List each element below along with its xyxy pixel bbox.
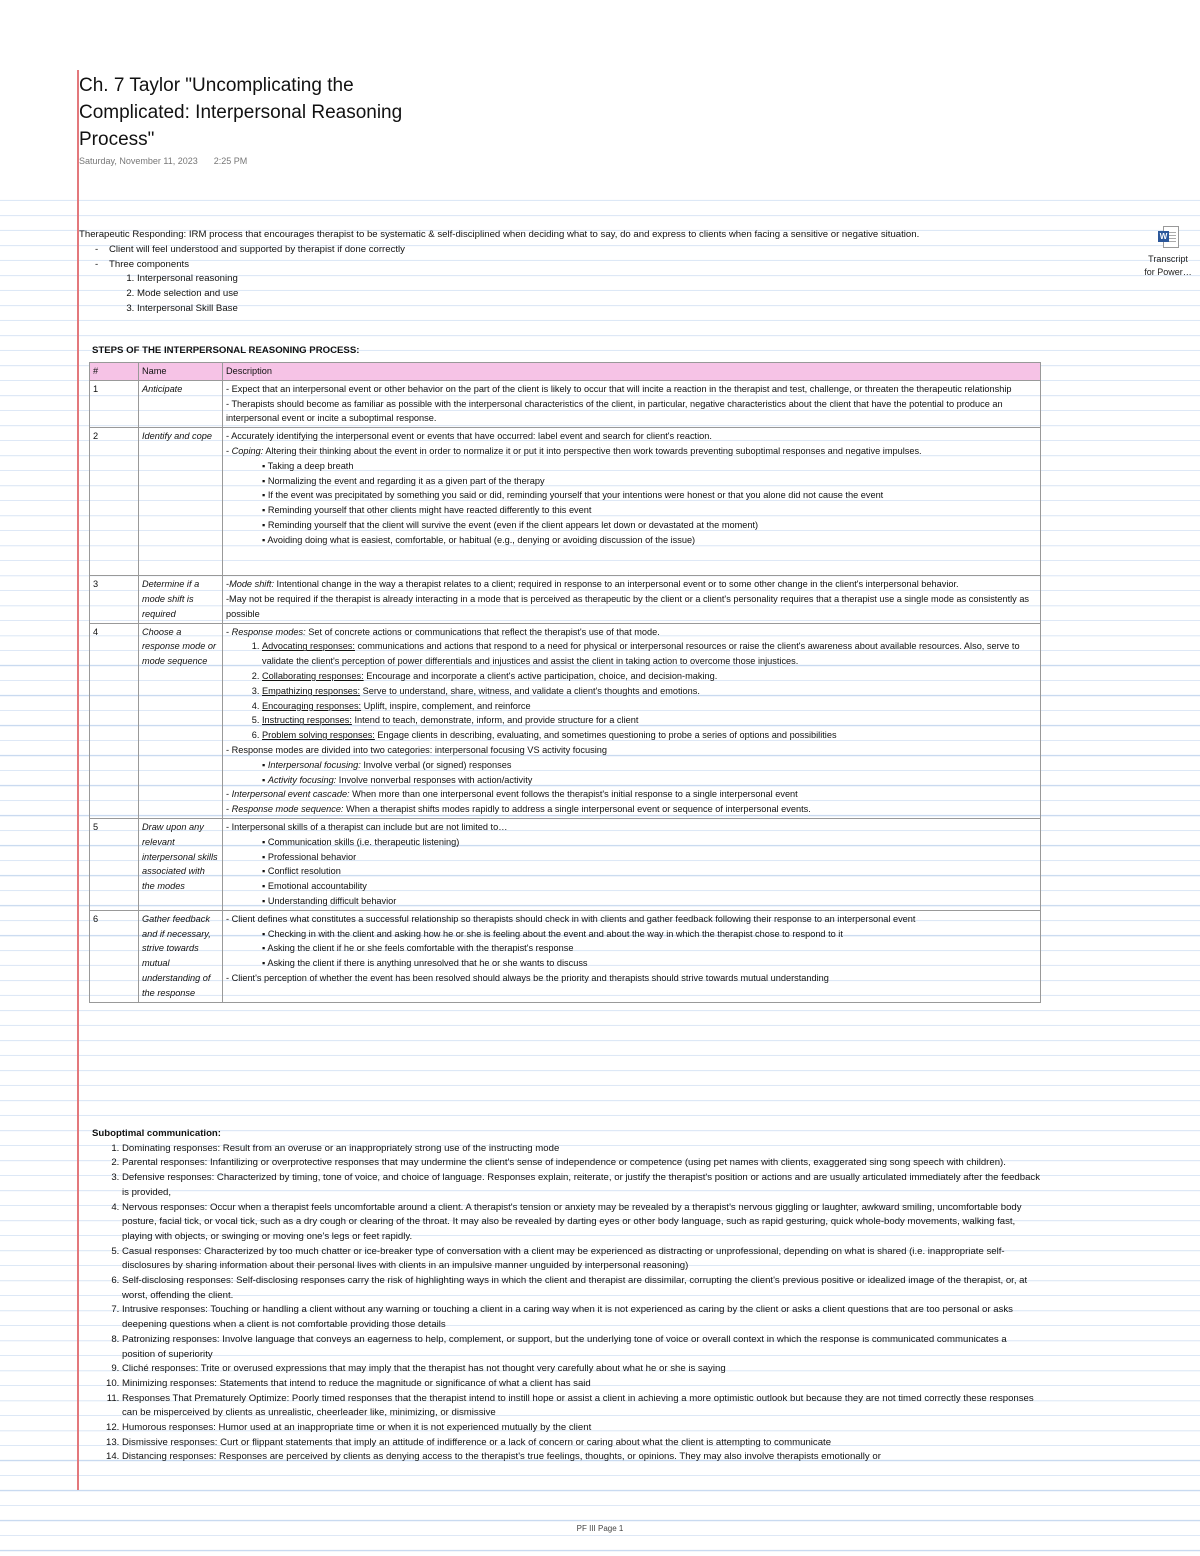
- list-item: 13. Dismissive responses: Curt or flippant statements that imply an attitude of indifference or a lack of concern or caring about what the client is attempting to communicate: [122, 1436, 1042, 1451]
- note-body[interactable]: [79, 228, 1119, 317]
- suboptimal-section[interactable]: [92, 1127, 1042, 1465]
- step-name: Draw upon any relevant interpersonal skills associated with the modes: [139, 818, 223, 910]
- list-item: 3. Interpersonal Skill Base: [137, 302, 1119, 317]
- paragraph: - Therapists should become as familiar as possible with the interpersonal characteristics of the client, in particular, negative characteristics about the client that have the potential to produce an interpersonal event or incite a suboptimal response.: [226, 398, 1003, 424]
- list-item: 8. Patronizing responses: Involve language that conveys an eagerness to help, complement, or support, but the underlying tone of voice or overall context in which the response is communicated communicates a position of superiority: [122, 1333, 1042, 1362]
- list-item: 5. Casual responses: Characterized by too much chatter or ice-breaker type of conversation with a client may be experienced as distracting or unprofessional, depending on what is shared (i.e. inappropriate self-disclosures by sharing information about their personal lives with clients in an impulsive manner unguided by interpersonal reasoning): [122, 1245, 1042, 1274]
- page-title-line: Complicated: Interpersonal Reasoning: [79, 102, 403, 123]
- step-description: [223, 910, 1041, 1002]
- step-name: Choose a response mode or mode sequence: [139, 623, 223, 818]
- step-description: [223, 380, 1041, 427]
- step-name: Determine if a mode shift is required: [139, 576, 223, 623]
- list-item: 14. Distancing responses: Responses are perceived by clients as denying access to the therapist's true feelings, thoughts, or opinions. They may also involve therapists emotionally or: [122, 1450, 1042, 1465]
- intro-bullets: [79, 243, 1119, 273]
- table-row[interactable]: [90, 380, 1041, 427]
- column-header-num: #: [90, 363, 139, 381]
- list-item: 2. Parental responses: Infantilizing or overprotective responses that may undermine the client's sense of independence or competence (using pet names with clients, exaggerated sing song speech with children).: [122, 1156, 1042, 1171]
- skills-list: [226, 835, 1037, 909]
- list-item: ▪ Reminding yourself that other clients might have reacted differently to this event: [262, 503, 1037, 518]
- page-time: 2:25 PM: [213, 156, 248, 166]
- list-item: ▪ If the event was precipitated by something you said or did, reminding yourself that your intentions were honest or that you alone did not cause the event: [262, 488, 1037, 503]
- suboptimal-heading: Suboptimal communication:: [92, 1128, 221, 1139]
- list-item: ▪ Taking a deep breath: [262, 459, 1037, 474]
- paragraph: -Mode shift: Intentional change in the way a therapist relates to a client; required in response to an interpersonal event or to some other change in the client's interpersonal behavior.: [226, 579, 959, 590]
- paragraph: - Response modes: Set of concrete actions or communications that reflect the therapist's use of that mode.: [226, 626, 660, 637]
- step-number: 3: [90, 576, 139, 623]
- page-title-line: Ch. 7 Taylor "Uncomplicating the: [79, 75, 354, 96]
- list-item: 11. Responses That Prematurely Optimize: Poorly timed responses that the therapist intend to instill hope or assist a client in achieving a more optimistic outlook but because they are not timed correctly these responses can be misperceived by clients as unrealistic, cheerleader like, minimizing, or dismissive: [122, 1392, 1042, 1421]
- list-item: 6. Problem solving responses: Engage clients in describing, evaluating, and sometimes questioning to probe a series of options and possibilities: [262, 728, 1037, 743]
- list-item: ▪ Professional behavior: [262, 850, 1037, 865]
- list-item: ▪ Conflict resolution: [262, 864, 1037, 879]
- paragraph: - Accurately identifying the interpersonal event or events that have occurred: label event and search for client's reaction.: [226, 431, 712, 442]
- table-row[interactable]: [90, 576, 1041, 623]
- list-item: ▪ Communication skills (i.e. therapeutic listening): [262, 835, 1037, 850]
- table-row[interactable]: [90, 428, 1041, 576]
- step-description: [223, 428, 1041, 576]
- word-document-icon[interactable]: W: [1158, 226, 1178, 248]
- paragraph: - Response modes are divided into two categories: interpersonal focusing VS activity focusing: [226, 744, 607, 755]
- list-item: 7. Intrusive responses: Touching or handling a client without any warning or touching a client in a caring way when it is not experienced as caring by the client or asks a client questions that are too personal or asks deepening questions when a client is not comfortable providing those details: [122, 1303, 1042, 1332]
- column-header-name: Name: [139, 363, 223, 381]
- list-item: 4. Encouraging responses: Uplift, inspire, complement, and reinforce: [262, 699, 1037, 714]
- components-list: [79, 272, 1119, 316]
- list-item: ▪ Asking the client if he or she feels comfortable with the therapist's response: [262, 941, 1037, 956]
- step-name: Identify and cope: [139, 428, 223, 576]
- step-number: 1: [90, 380, 139, 427]
- attachment-name: Transcript for Power…: [1144, 254, 1192, 277]
- paragraph: - Client defines what constitutes a successful relationship so therapists should check in with clients and gather feedback following their response to an interpersonal event: [226, 913, 916, 924]
- paragraph: - Expect that an interpersonal event or other behavior on the part of the client is likely to occur that will incite a reaction in the therapist and test, challenge, or threaten the therapeutic relationship: [226, 383, 1012, 394]
- step-number: 4: [90, 623, 139, 818]
- list-item: ▪ Reminding yourself that the client will survive the event (even if the client appears let down or devastated at the moment): [262, 518, 1037, 533]
- paragraph: - Coping: Altering their thinking about the event in order to normalize it or put it into perspective then work towards preventing suboptimal responses and negative impulses.: [226, 445, 922, 456]
- paragraph: - Response mode sequence: When a therapist shifts modes rapidly to address a single interpersonal event or sequence of interpersonal events.: [226, 804, 811, 815]
- page-title-line: Process": [79, 129, 155, 150]
- list-item: ▪ Interpersonal focusing: Involve verbal (or signed) responses: [262, 758, 1037, 773]
- list-item: ▪ Avoiding doing what is easiest, comfortable, or habitual (e.g., denying or avoiding discussion of the issue): [262, 533, 1037, 548]
- intro-text: Therapeutic Responding: IRM process that encourages therapist to be systematic & self-disciplined when deciding what to say, do and express to clients when facing a sensitive or negative situation.: [79, 229, 920, 240]
- list-item: 4. Nervous responses: Occur when a therapist feels uncomfortable around a client. A therapist's tension or anxiety may be revealed by a therapist's nervous giggling or laughter, awkward smiling, uncomfortable body posture, facial tick, or vocal tick, such as a dry cough or clearing of the throat. It may also be revealed by darting eyes or other body language, such as rapid gesturing, quick whole-body movements, walking fast, playing with objects, or swinging or moving one's legs or feet rapidly.: [122, 1201, 1042, 1245]
- list-item: 12. Humorous responses: Humor used at an inappropriate time or when it is not experienced mutually by the client: [122, 1421, 1042, 1436]
- coping-list: [226, 459, 1037, 548]
- table-header-row: [90, 363, 1041, 381]
- list-item: 1. Dominating responses: Result from an overuse or an inappropriately strong use of the instructing mode: [122, 1142, 1042, 1157]
- step-number: 5: [90, 818, 139, 910]
- list-item: ▪ Asking the client if there is anything unresolved that he or she wants to discuss: [262, 956, 1037, 971]
- list-item: 1. Interpersonal reasoning: [137, 272, 1119, 287]
- step-number: 2: [90, 428, 139, 576]
- table-row[interactable]: [90, 623, 1041, 818]
- paragraph: - Interpersonal skills of a therapist can include but are not limited to…: [226, 821, 508, 832]
- list-item: 3. Defensive responses: Characterized by timing, tone of voice, and choice of language. Responses explain, reiterate, or justify the therapist's position or actions and are usually articulated immediately after the feedback is provided,: [122, 1171, 1042, 1200]
- list-item: 5. Instructing responses: Intend to teach, demonstrate, inform, and provide structure for a client: [262, 713, 1037, 728]
- paragraph: -May not be required if the therapist is already interacting in a mode that is perceived as therapeutic by the client or a client's personality requires that a therapist use a single mode as consistently as possible: [226, 593, 1030, 619]
- step-description: [223, 623, 1041, 818]
- paragraph: - Interpersonal event cascade: When more than one interpersonal event follows the therapist's initial response to a single interpersonal event: [226, 789, 798, 800]
- list-item: 6. Self-disclosing responses: Self-disclosing responses carry the risk of highlighting ways in which the client and therapist are dissimilar, corrupting the client's previous positive or idealized image of the therapist, or, at worst, offending the client.: [122, 1274, 1042, 1303]
- attachment-transcript[interactable]: [1138, 226, 1198, 279]
- table-row[interactable]: [90, 910, 1041, 1002]
- paragraph: - Client's perception of whether the event has been resolved should always be the priority and therapists should strive towards mutual understanding: [226, 972, 829, 983]
- column-header-description: Description: [223, 363, 1041, 381]
- suboptimal-list: [92, 1142, 1042, 1465]
- steps-table[interactable]: [89, 362, 1041, 1003]
- list-item: 3. Empathizing responses: Serve to understand, share, witness, and validate a client's thoughts and emotions.: [262, 684, 1037, 699]
- list-item: 1. Advocating responses: communications and actions that respond to a need for physical or interpersonal resources or raise the client's awareness about available resources. Also, serve to validate the client's perception of power differentials and injustices and assist the client in taking action to overcome those injustices.: [262, 639, 1037, 669]
- focus-list: [226, 758, 1037, 788]
- steps-heading: STEPS OF THE INTERPERSONAL REASONING PROCESS:: [92, 345, 360, 356]
- feedback-list: [226, 927, 1037, 971]
- list-item: ▪ Activity focusing: Involve nonverbal responses with action/activity: [262, 773, 1037, 788]
- step-name: Gather feedback and if necessary, strive towards mutual understanding of the response: [139, 910, 223, 1002]
- step-description: [223, 576, 1041, 623]
- page-timestamp: [79, 156, 247, 166]
- list-item: ▪ Normalizing the event and regarding it as a given part of the therapy: [262, 474, 1037, 489]
- list-item: ▪ Emotional accountability: [262, 879, 1037, 894]
- list-item: 10. Minimizing responses: Statements that intend to reduce the magnitude or significance of what a client has said: [122, 1377, 1042, 1392]
- step-number: 6: [90, 910, 139, 1002]
- list-item: 2. Mode selection and use: [137, 287, 1119, 302]
- page-footer: PF III Page 1: [576, 1524, 624, 1533]
- list-item: ▪ Understanding difficult behavior: [262, 894, 1037, 909]
- list-item: - Client will feel understood and supported by therapist if done correctly: [95, 243, 1119, 258]
- table-row[interactable]: [90, 818, 1041, 910]
- page-title[interactable]: [79, 72, 402, 153]
- list-item: 9. Cliché responses: Trite or overused expressions that may imply that the therapist has not thought very carefully about what he or she is saying: [122, 1362, 1042, 1377]
- list-item: 2. Collaborating responses: Encourage and incorporate a client's active participation, choice, and decision-making.: [262, 669, 1037, 684]
- page-date: Saturday, November 11, 2023: [79, 156, 198, 166]
- list-item: ▪ Checking in with the client and asking how he or she is feeling about the event and about the way in which the therapist chose to respond to it: [262, 927, 1037, 942]
- list-item: - Three components: [95, 258, 1119, 273]
- step-name: Anticipate: [139, 380, 223, 427]
- step-description: [223, 818, 1041, 910]
- response-modes-list: [226, 639, 1037, 743]
